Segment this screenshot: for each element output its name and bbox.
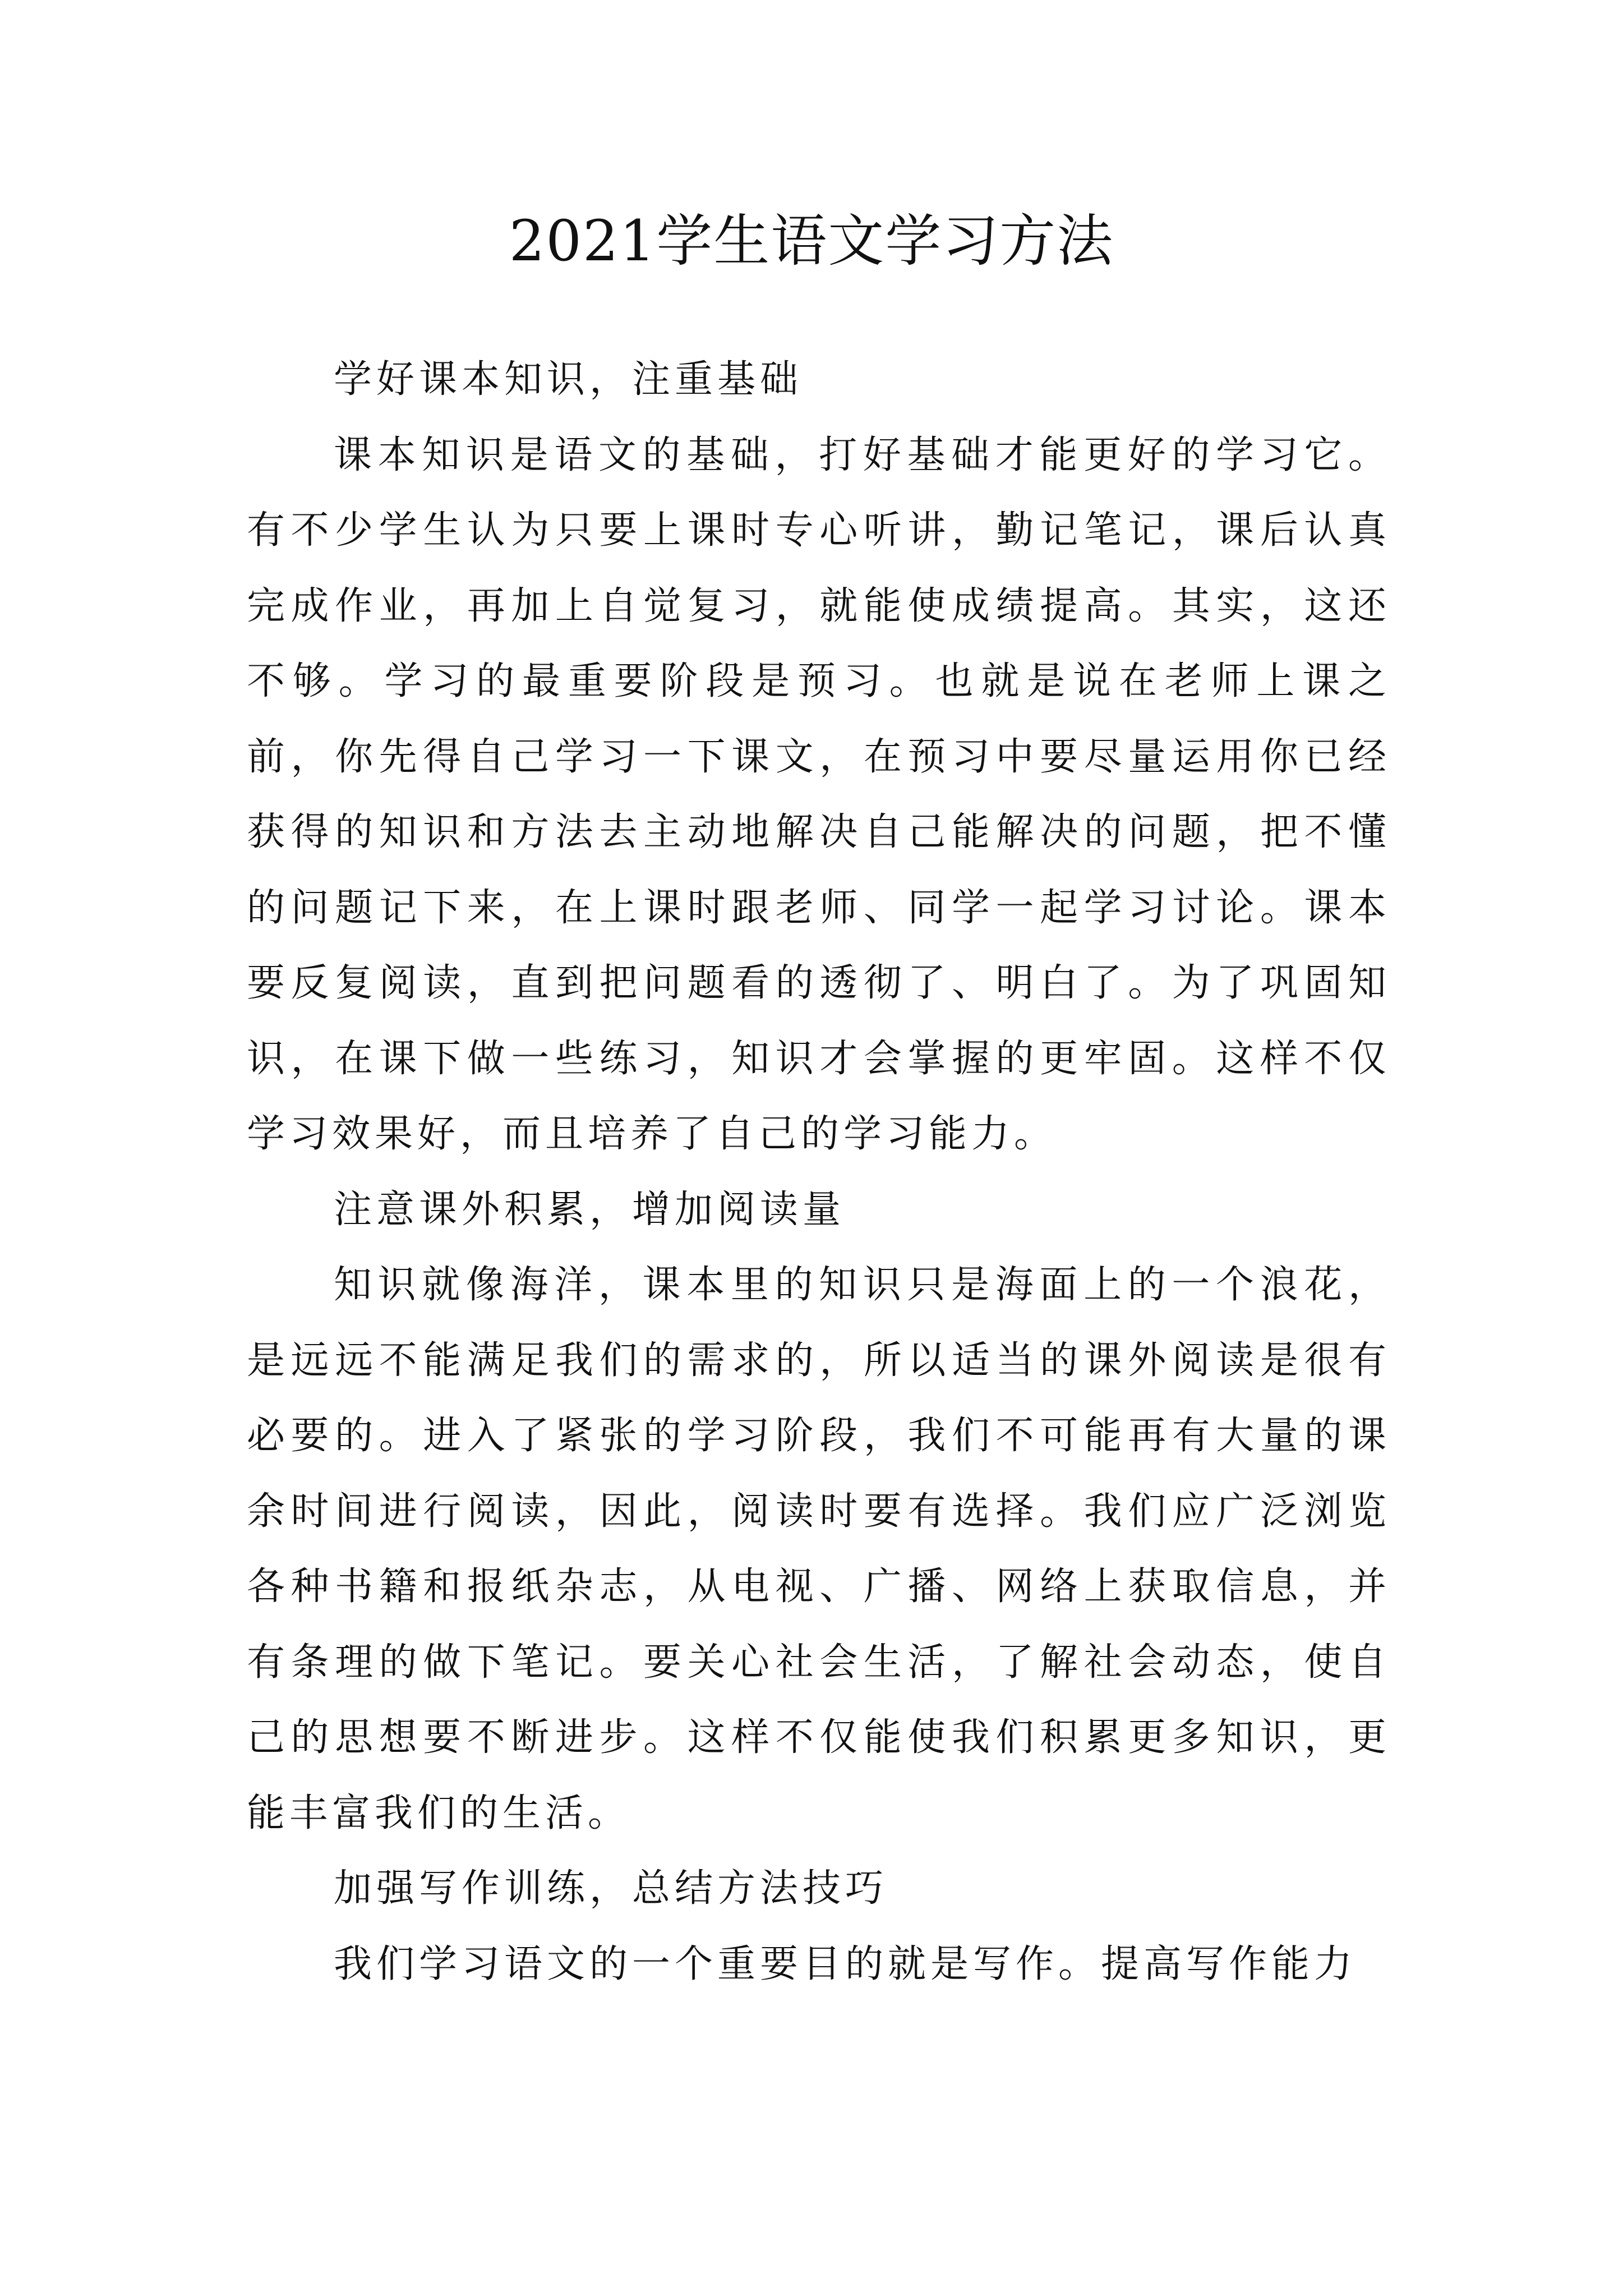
- section-heading-3: 加强写作训练，总结方法技巧: [334, 1866, 888, 1911]
- section-paragraph-3: 我们学习语文的一个重要目的就是写作。提高写作能力: [334, 1941, 1357, 1986]
- section-heading-2: 注意课外积累，增加阅读量: [334, 1187, 846, 1232]
- document-body: [247, 342, 1391, 2002]
- section-heading-1: 学好课本知识，注重基础: [334, 357, 803, 402]
- section-paragraph-2: 知识就像海洋，课本里的知识只是海面上的一个浪花，是远远不能满足我们的需求的，所以适当的课外阅读是很有必要的。进入了紧张的学习阶段，我们不可能再有大量的课余时间进行阅读，因此，阅读时要有选择。我们应广泛浏览各种书籍和报纸杂志，从电视、广播、网络上获取信息，并有条理的做下笔记。要关心社会生活，了解社会动态，使自己的思想要不断进步。这样不仅能使我们积累更多知识，更能丰富我们的生活。: [247, 1263, 1391, 1835]
- document-title: 2021学生语文学习方法: [509, 208, 1114, 274]
- section-paragraph-1: 课本知识是语文的基础，打好基础才能更好的学习它。有不少学生认为只要上课时专心听讲，勤记笔记，课后认真完成作业，再加上自觉复习，就能使成绩提高。其实，这还不够。学习的最重要阶段是预习。也就是说在老师上课之前，你先得自己学习一下课文，在预习中要尽量运用你已经获得的知识和方法去主动地解决自己能解决的问题，把不懂的问题记下来，在上课时跟老师、同学一起学习讨论。课本要反复阅读，直到把问题看的透彻了、明白了。为了巩固知识，在课下做一些练习，知识才会掌握的更牢固。这样不仅学习效果好，而且培养了自己的学习能力。: [247, 432, 1391, 1156]
